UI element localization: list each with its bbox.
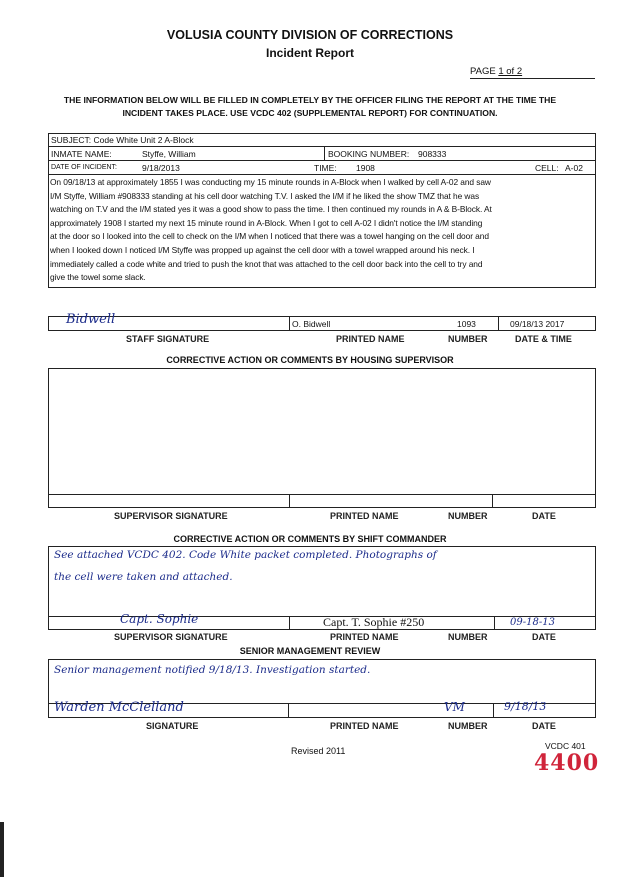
- cell-value: A-02: [565, 163, 583, 173]
- narrative-line: at the door so I looked into the cell to check on the I/M when I noticed that there was a towel hanging on the cell door and: [50, 231, 489, 242]
- shift-number-label: NUMBER: [448, 632, 488, 642]
- narrative-line: On 09/18/13 at approximately 1855 I was conducting my 15 minute rounds in A-Block when I walked by cell A-02 and saw: [50, 177, 491, 187]
- shift-commander-title: CORRECTIVE ACTION OR COMMENTS BY SHIFT COMMANDER: [173, 534, 447, 544]
- row-divider: [48, 146, 596, 147]
- inmate-name-label: INMATE NAME:: [51, 149, 112, 159]
- staff-number-label: NUMBER: [448, 334, 488, 344]
- senior-number-label: NUMBER: [448, 721, 488, 731]
- booking-number-label: BOOKING NUMBER:: [328, 149, 410, 159]
- col-divider: [494, 616, 495, 630]
- housing-number-label: NUMBER: [448, 511, 488, 521]
- page-value: 1 of 2: [498, 66, 523, 77]
- time-value: 1908: [356, 163, 375, 173]
- col-divider: [493, 703, 494, 718]
- row-divider: [48, 174, 596, 175]
- time-label: TIME:: [314, 163, 337, 173]
- narrative-line: watching on T.V and the I/M stated yes it was a good show to pass the time. I then continued my rounds in A & B-Block. At: [50, 204, 492, 215]
- housing-supervisor-title: CORRECTIVE ACTION OR COMMENTS BY HOUSING SUPERVISOR: [166, 355, 454, 365]
- scan-edge-mark: [0, 822, 4, 877]
- cell-label: CELL:: [535, 163, 559, 173]
- shift-signature-label: SUPERVISOR SIGNATURE: [114, 632, 228, 642]
- page-indicator: [470, 66, 522, 77]
- report-title: Incident Report: [265, 46, 354, 60]
- staff-date-time: 09/18/13 2017: [510, 319, 565, 329]
- stamp-number: 4400: [534, 750, 600, 776]
- staff-signature: Bidwell: [66, 312, 116, 327]
- narrative-line: I/M Styffe, William #908333 standing at his cell door watching T.V. I asked the I/M if he liked the show TMZ that he was: [50, 190, 480, 201]
- instructions-line-1: THE INFORMATION BELOW WILL BE FILLED IN COMPLETELY BY THE OFFICER FILING THE REPORT AT THE TIME THE: [63, 95, 557, 105]
- housing-comments-box: [48, 368, 596, 508]
- shift-signature: Capt. Sophie: [120, 612, 199, 626]
- shift-comment-line-2: the cell were taken and attached.: [54, 571, 233, 583]
- col-divider: [492, 494, 493, 508]
- staff-number: 1093: [457, 319, 476, 329]
- staff-printed-name: O. Bidwell: [292, 319, 331, 329]
- page-label: PAGE: [470, 66, 496, 77]
- date-of-incident-value: 9/18/2013: [142, 163, 180, 173]
- senior-comment: Senior management notified 9/18/13. Investigation started.: [54, 664, 371, 676]
- row-divider: [48, 160, 596, 161]
- col-divider: [498, 316, 499, 331]
- shift-date: 09-18-13: [510, 617, 555, 628]
- staff-printed-name-label: PRINTED NAME: [336, 334, 405, 344]
- narrative-line: immediately called a code white and tried to push the knot that was attached to the cell door back into the cell to try and: [50, 258, 483, 269]
- booking-number-value: 908333: [418, 149, 447, 159]
- housing-signature-label: SUPERVISOR SIGNATURE: [114, 511, 228, 521]
- narrative-line: give the towel some slack.: [50, 272, 146, 283]
- date-of-incident-label: DATE OF INCIDENT:: [51, 164, 117, 171]
- senior-signature: Warden McClelland: [54, 700, 184, 715]
- inmate-name-value: Styffe, William: [142, 149, 196, 159]
- col-divider: [289, 316, 290, 331]
- col-divider: [289, 494, 290, 508]
- page-underline: [470, 78, 595, 79]
- form-id: VCDC 401: [545, 741, 586, 751]
- revised-note: Revised 2011: [291, 746, 346, 756]
- housing-date-label: DATE: [532, 511, 556, 521]
- staff-date-time-label: DATE & TIME: [515, 334, 572, 344]
- senior-signature-label: SIGNATURE: [146, 721, 199, 731]
- col-divider: [288, 703, 289, 718]
- col-divider: [289, 616, 290, 630]
- agency-title: VOLUSIA COUNTY DIVISION OF CORRECTIONS: [166, 28, 454, 42]
- senior-date: 9/18/13: [504, 700, 547, 713]
- shift-comment-line-1: See attached VCDC 402. Code White packet completed. Photographs of: [54, 549, 437, 561]
- senior-printed-name-label: PRINTED NAME: [330, 721, 399, 731]
- staff-signature-label: STAFF SIGNATURE: [126, 334, 210, 344]
- senior-management-title: SENIOR MANAGEMENT REVIEW: [239, 646, 381, 656]
- incident-narrative: [50, 176, 596, 285]
- instructions-line-2: INCIDENT TAKES PLACE. USE VCDC 402 (SUPPLEMENTAL REPORT) FOR CONTINUATION.: [122, 108, 498, 118]
- senior-number: VM: [444, 700, 465, 714]
- row-divider: [48, 494, 596, 495]
- housing-printed-name-label: PRINTED NAME: [330, 511, 399, 521]
- narrative-line: approximately 1908 I started my next 15 minute round in A-Block. When I got to cell A-02 I didn't notice the I/M standing: [50, 217, 483, 228]
- narrative-line: when I looked down I noticed I/M Styffe was propped up against the cell door with a towel wrapped around his neck. I: [50, 244, 475, 255]
- shift-date-label: DATE: [532, 632, 556, 642]
- shift-printed-name: Capt. T. Sophie #250: [323, 615, 425, 629]
- senior-date-label: DATE: [532, 721, 556, 731]
- col-divider: [324, 146, 325, 160]
- subject-field: SUBJECT: Code White Unit 2 A-Block: [51, 135, 194, 145]
- shift-printed-name-label: PRINTED NAME: [330, 632, 399, 642]
